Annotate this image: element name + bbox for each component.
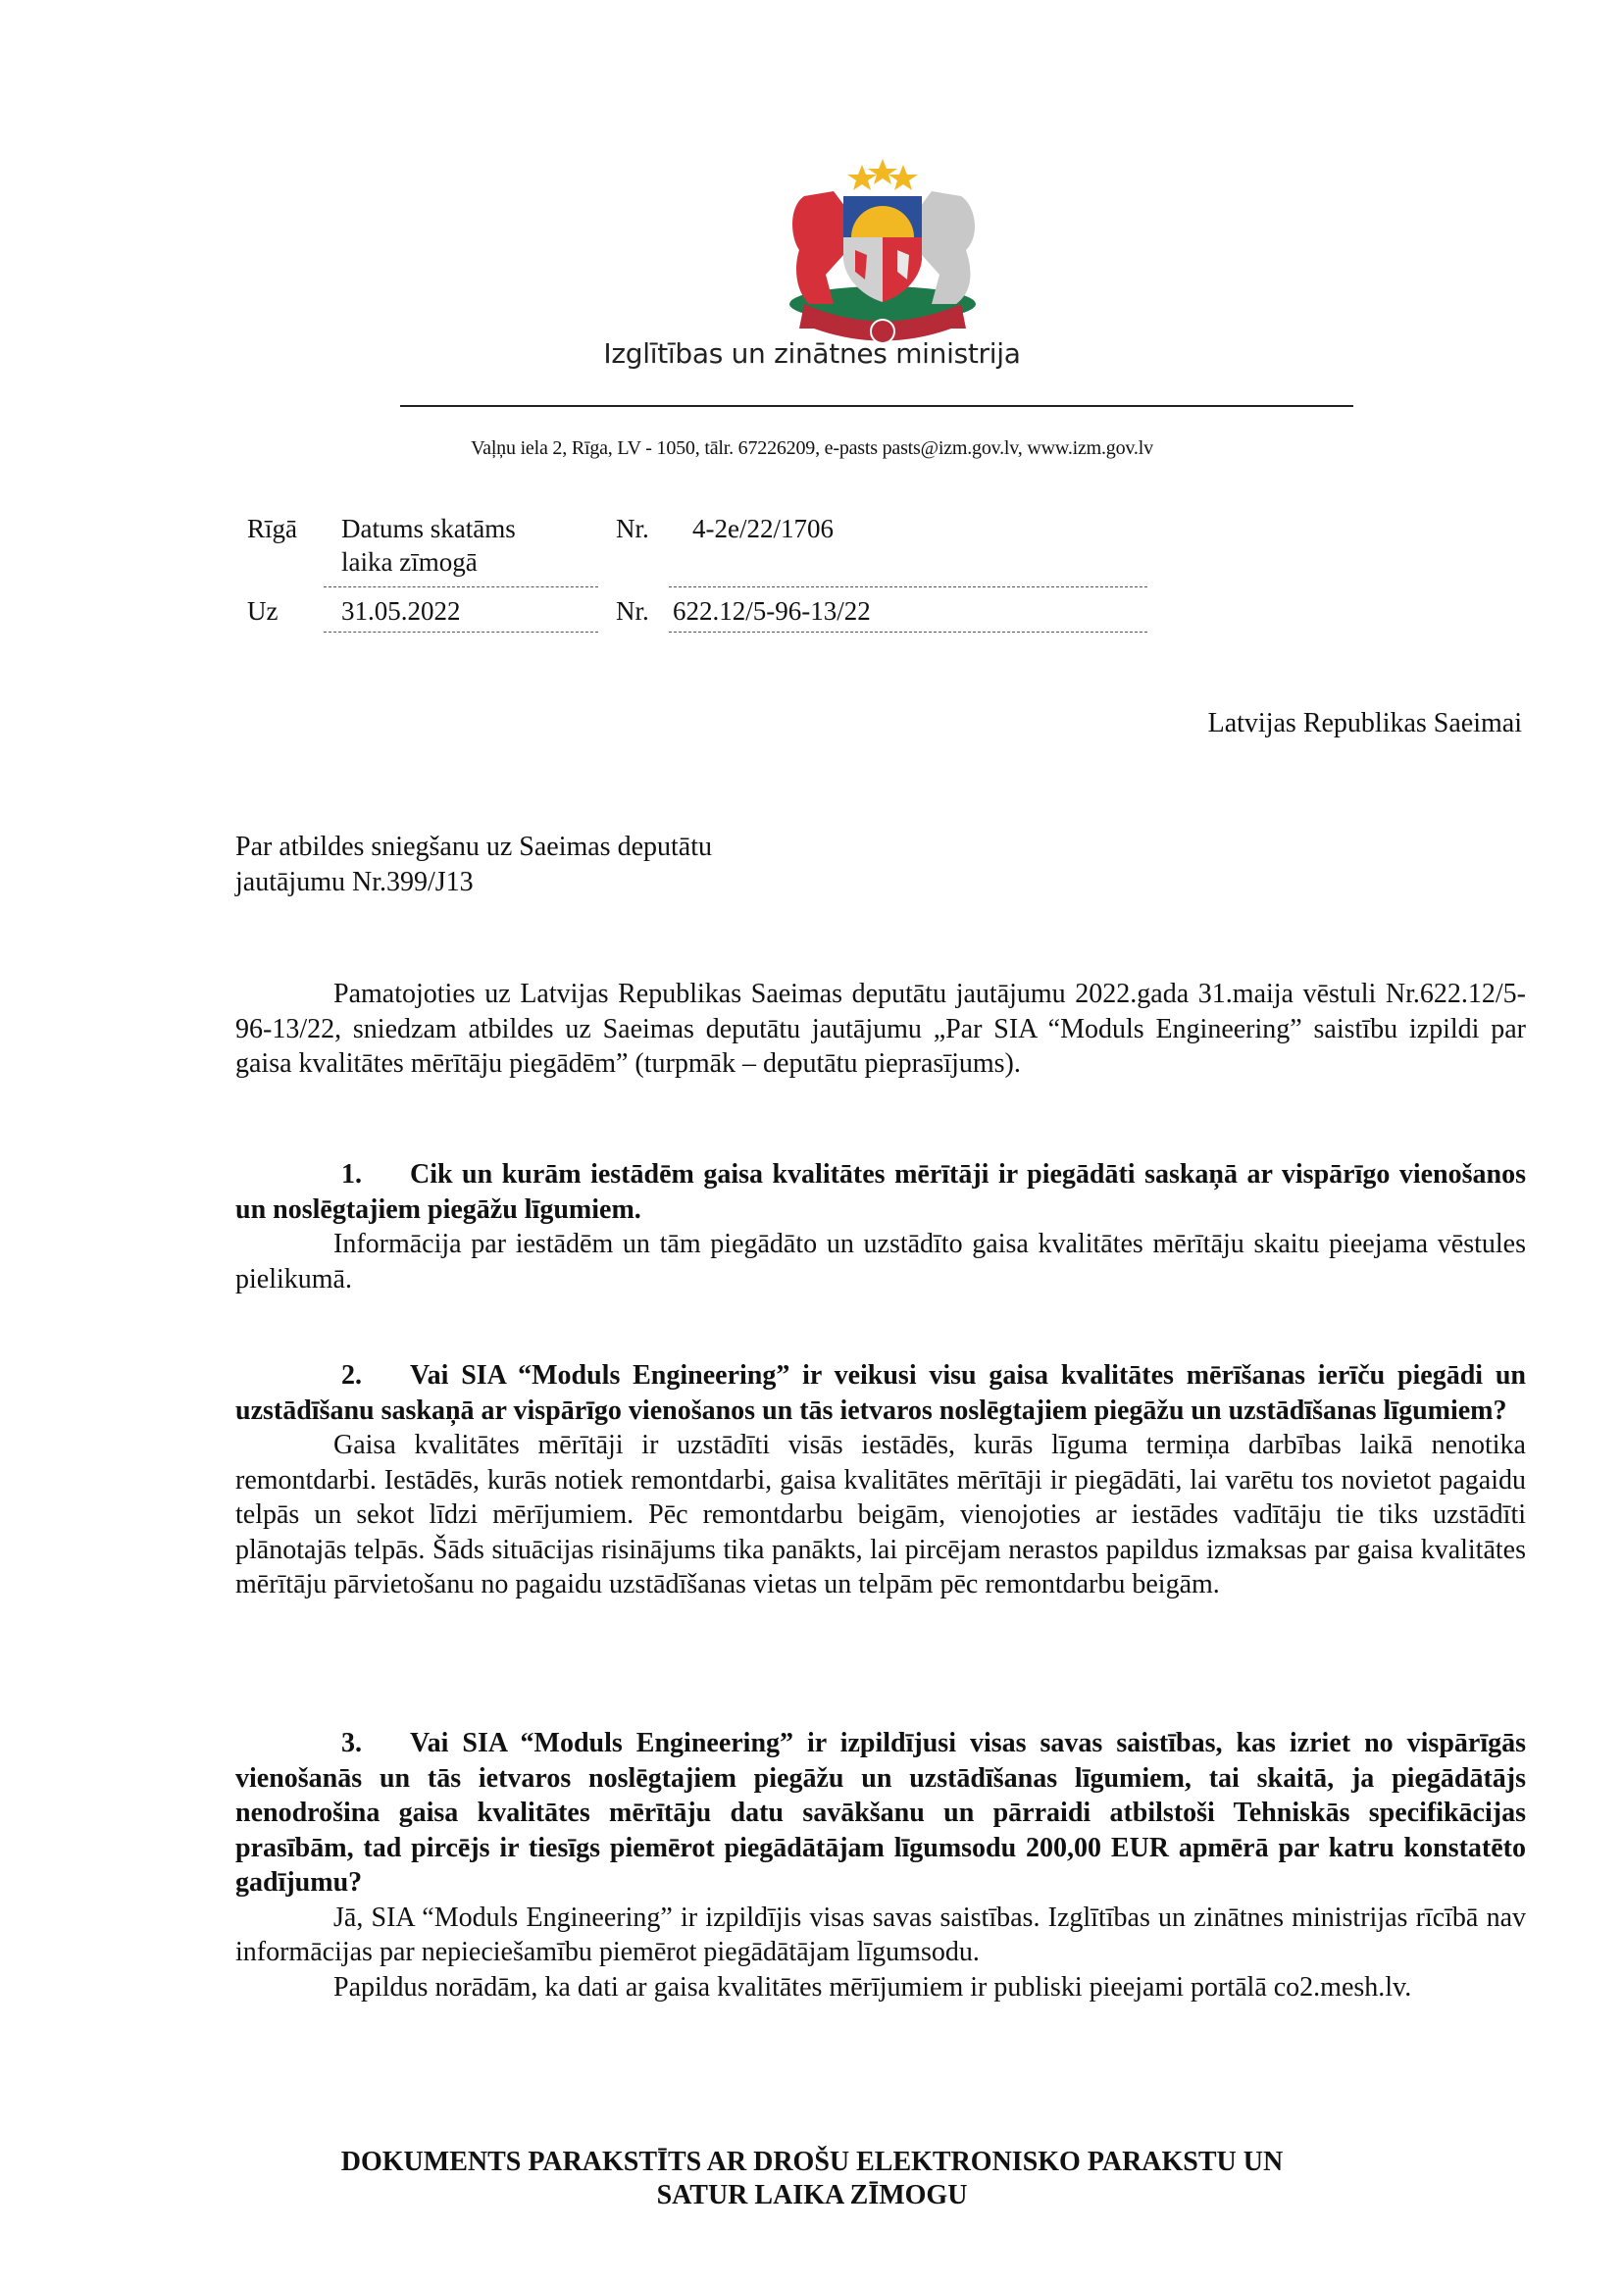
- ministry-address: Vaļņu iela 2, Rīga, LV - 1050, tālr. 67226209, e-pasts pasts@izm.gov.lv, www.izm.gov.lv: [471, 437, 1153, 459]
- signature-notice-line-1: DOKUMENTS PARAKSTĪTS AR DROŠU ELEKTRONISKO PARAKSTU UN: [340, 2147, 1284, 2177]
- document-number: 4-2e/22/1706: [692, 514, 834, 543]
- to-date-underline: [324, 632, 598, 633]
- to-nr-label: Nr.: [616, 596, 649, 626]
- subject-line-2: jautājumu Nr.399/J13: [235, 867, 474, 897]
- reference-date: 31.05.2022: [341, 596, 461, 626]
- header-divider: [400, 405, 1353, 407]
- reference-number: 622.12/5-96-13/22: [673, 596, 871, 626]
- recipient: Latvijas Republikas Saeimai: [1207, 708, 1522, 738]
- answer-2: Gaisa kvalitātes mērītāji ir uzstādīti visās iestādēs, kurās līguma termiņa darbības laikā nenotika remontdarbi. Iestādēs, kurās notiek remontdarbi, gaisa kvalitātes mērītāji ir piegādāti, lai varētu tos novietot pagaidu telpās un sekot līdzi mērījumiem. Pēc remontdarbu beigām, vienojoties ar iestādes vadītāju tie tiks uzstādīti plānotajās telpās. Šāds situācijas risinājums tika panākts, lai pircējam nerastos papildus izmaksas par gaisa kvalitātes mērītāju pārvietošanu no pagaidu uzstādīšanas vietas un telpām pēc remontdarbu beigām.: [235, 1430, 1526, 1599]
- signature-notice-line-2: SATUR LAIKA ZĪMOGU: [656, 2180, 968, 2210]
- date-underline: [324, 586, 598, 587]
- question-2: [235, 1358, 1526, 1428]
- intro-text: Pamatojoties uz Latvijas Republikas Saeimas deputātu jautājumu 2022.gada 31.maija vēstuli Nr.622.12/5-96-13/22, sniedzam atbildes uz Saeimas deputātu jautājumu „Par SIA “Moduls Engineering” saistību izpildi par gaisa kvalitātes mērītāju piegādēm” (turpmāk – deputātu pieprasījums).: [235, 979, 1526, 1079]
- question-3: [235, 1726, 1526, 1901]
- answer-1: Informācija par iestādēm un tām piegādāto un uzstādīto gaisa kvalitātes mērītāju skaitu pieejama vēstules pielikumā.: [235, 1229, 1526, 1294]
- date-value-line2: laika zīmogā: [341, 547, 478, 577]
- nr-label: Nr.: [616, 514, 649, 543]
- answer-3b: Papildus norādām, ka dati ar gaisa kvalitātes mērījumiem ir publiski pieejami portālā co2.mesh.lv.: [333, 1971, 1412, 2003]
- nr-underline: [669, 586, 1147, 587]
- question-number: 1.: [341, 1159, 362, 1190]
- ministry-name: Izglītības un zinātnes ministrija: [603, 337, 1021, 370]
- question-1-block: [235, 1157, 1526, 1296]
- question-2-block: [235, 1358, 1526, 1602]
- to-nr-underline: [669, 632, 1147, 633]
- subject-line-1: Par atbildes sniegšanu uz Saeimas deputātu: [235, 832, 712, 862]
- question-3-block: [235, 1726, 1526, 2004]
- question-text: Vai SIA “Moduls Engineering” ir izpildījusi visas savas saistības, kas izriet no vispārīgās vienošanās un tās ietvaros noslēgtajiem piegāžu un uzstādīšanas līgumiem, tai skaitā, ja piegādātājs nenodrošina gaisa kvalitātes mērītāju datu savākšanu un pārraidi atbilstoši Tehniskās specifikācijas prasībām, tad pircējs ir tiesīgs piemērot piegādātājam līgumsodu 200,00 EUR apmērā par katru konstatēto gadījumu?: [235, 1728, 1526, 1898]
- date-value-line1: Datums skatāms: [341, 514, 516, 543]
- question-text: Cik un kurām iestādēm gaisa kvalitātes mērītāji ir piegādāti saskaņā ar vispārīgo vienošanos un noslēgtajiem piegāžu līgumiem.: [235, 1159, 1526, 1225]
- to-label: Uz: [247, 596, 279, 626]
- coat-of-arms-icon: [765, 157, 1000, 353]
- question-1: [235, 1157, 1526, 1227]
- intro-paragraph: [235, 977, 1526, 1082]
- answer-3a: Jā, SIA “Moduls Engineering” ir izpildījis visas savas saistības. Izglītības un zinātnes ministrijas rīcībā nav informācijas par nepieciešamību piemērot piegādātājam līgumsodu.: [235, 1902, 1526, 1967]
- place-label: Rīgā: [247, 514, 297, 543]
- question-text: Vai SIA “Moduls Engineering” ir veikusi visu gaisa kvalitātes mērīšanas ierīču piegādi un uzstādīšanu saskaņā ar vispārīgo vienošanos un tās ietvaros noslēgtajiem piegāžu un uzstādīšanas līgumiem?: [235, 1360, 1526, 1426]
- question-number: 3.: [341, 1728, 362, 1758]
- subject: [235, 830, 712, 900]
- question-number: 2.: [341, 1360, 362, 1391]
- signature-notice: [0, 2146, 1624, 2212]
